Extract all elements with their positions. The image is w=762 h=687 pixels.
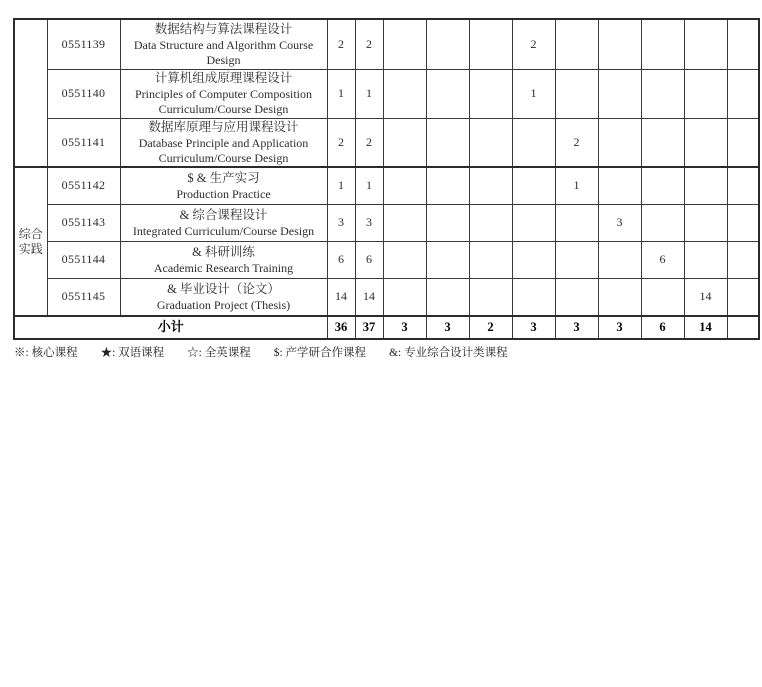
course-title-cn: 数据结构与算法课程设计 (154, 22, 293, 37)
value-cell (641, 69, 684, 118)
value-cell (727, 69, 759, 118)
course-title-en: Principles of Computer Composition Curriculum/Course Design (135, 87, 312, 116)
value-cell (469, 278, 512, 316)
value-cell (641, 278, 684, 316)
value-cell (684, 69, 727, 118)
value-cell (598, 278, 641, 316)
value-cell (469, 204, 512, 241)
value-cell: 2 (355, 19, 383, 69)
subtotal-value-cell: 3 (512, 316, 555, 339)
course-title (120, 278, 327, 316)
course-title (120, 241, 327, 278)
value-cell: 2 (555, 118, 598, 167)
value-cell: 1 (555, 167, 598, 204)
course-title (120, 167, 327, 204)
value-cell (426, 167, 469, 204)
value-cell: 6 (327, 241, 355, 278)
course-code: 0551140 (47, 69, 120, 118)
legend-item-comprehensive-design-course: &: 专业综合设计类课程 (389, 347, 508, 359)
value-cell (512, 278, 555, 316)
value-cell (469, 19, 512, 69)
value-cell (512, 167, 555, 204)
value-cell (469, 118, 512, 167)
subtotal-value-cell: 3 (598, 316, 641, 339)
value-cell (383, 241, 426, 278)
value-cell (727, 204, 759, 241)
course-title (120, 19, 327, 69)
value-cell (383, 19, 426, 69)
value-cell: 1 (355, 69, 383, 118)
value-cell (598, 69, 641, 118)
course-title-cn: 数据库原理与应用课程设计 (148, 120, 299, 135)
legend-item-english-course: ☆: 全英课程 (187, 347, 251, 359)
curriculum-table (13, 18, 760, 340)
value-cell (469, 241, 512, 278)
course-title (120, 118, 327, 167)
course-title-en: Data Structure and Algorithm Course Design (133, 38, 314, 67)
legend-item-bilingual-course: ★: 双语课程 (100, 347, 165, 359)
value-cell: 2 (327, 118, 355, 167)
value-cell (641, 118, 684, 167)
subtotal-label: 小计 (14, 316, 327, 339)
subtotal-value-cell: 36 (327, 316, 355, 339)
legend (14, 344, 754, 360)
course-title-cn: 计算机组成原理课程设计 (154, 71, 293, 86)
course-row (14, 241, 759, 278)
value-cell (555, 241, 598, 278)
course-title-cn: & 综合课程设计 (179, 207, 268, 222)
value-cell (555, 19, 598, 69)
value-cell (641, 167, 684, 204)
value-cell (598, 118, 641, 167)
value-cell (383, 204, 426, 241)
value-cell (512, 118, 555, 167)
value-cell: 2 (327, 19, 355, 69)
value-cell (684, 241, 727, 278)
value-cell (555, 69, 598, 118)
course-title (120, 69, 327, 118)
subtotal-value-cell: 3 (555, 316, 598, 339)
value-cell: 2 (355, 118, 383, 167)
value-cell: 1 (355, 167, 383, 204)
course-row (14, 167, 759, 204)
value-cell (426, 204, 469, 241)
course-row (14, 278, 759, 316)
group-label-cell (14, 19, 47, 167)
course-code: 0551141 (47, 118, 120, 167)
value-cell: 6 (355, 241, 383, 278)
value-cell (555, 204, 598, 241)
course-code: 0551144 (47, 241, 120, 278)
value-cell (684, 118, 727, 167)
value-cell (598, 167, 641, 204)
subtotal-value-cell: 6 (641, 316, 684, 339)
value-cell (512, 204, 555, 241)
value-cell: 3 (598, 204, 641, 241)
value-cell: 1 (327, 69, 355, 118)
course-title-cn: & 科研训练 (192, 244, 255, 259)
value-cell: 3 (327, 204, 355, 241)
course-row (14, 118, 759, 167)
value-cell (512, 241, 555, 278)
value-cell (426, 19, 469, 69)
course-code: 0551142 (47, 167, 120, 204)
subtotal-value-cell: 37 (355, 316, 383, 339)
subtotal-value-cell (727, 316, 759, 339)
course-title (120, 204, 327, 241)
value-cell (598, 241, 641, 278)
course-code: 0551143 (47, 204, 120, 241)
value-cell (684, 19, 727, 69)
subtotal-value-cell: 2 (469, 316, 512, 339)
value-cell: 14 (355, 278, 383, 316)
value-cell (727, 278, 759, 316)
value-cell (383, 278, 426, 316)
course-title-cn: $ & 生产实习 (187, 171, 260, 185)
value-cell: 14 (684, 278, 727, 316)
value-cell (426, 69, 469, 118)
value-cell: 1 (327, 167, 355, 204)
course-row (14, 19, 759, 69)
value-cell: 3 (355, 204, 383, 241)
value-cell (727, 241, 759, 278)
group-label-cell: 综合实践 (14, 167, 47, 316)
course-title-en: Database Principle and Application Curriculum/Course Design (138, 136, 309, 165)
value-cell: 6 (641, 241, 684, 278)
value-cell (641, 204, 684, 241)
value-cell: 1 (512, 69, 555, 118)
course-title-cn: & 毕业设计（论文） (167, 282, 280, 296)
value-cell (684, 167, 727, 204)
value-cell (426, 278, 469, 316)
value-cell (426, 241, 469, 278)
value-cell: 2 (512, 19, 555, 69)
course-code: 0551139 (47, 19, 120, 69)
legend-item-industry-cooperation-course: $: 产学研合作课程 (273, 347, 367, 359)
value-cell (383, 69, 426, 118)
value-cell (598, 19, 641, 69)
subtotal-value-cell: 3 (383, 316, 426, 339)
course-title-en: Integrated Curriculum/Course Design (132, 223, 315, 238)
value-cell (555, 278, 598, 316)
value-cell (727, 19, 759, 69)
course-title-en: Academic Research Training (153, 260, 294, 275)
course-row (14, 204, 759, 241)
value-cell: 14 (327, 278, 355, 316)
value-cell (469, 167, 512, 204)
subtotal-row (14, 316, 759, 339)
course-row (14, 69, 759, 118)
course-title-en: Graduation Project (Thesis) (156, 297, 291, 312)
value-cell (383, 118, 426, 167)
value-cell (426, 118, 469, 167)
subtotal-value-cell: 3 (426, 316, 469, 339)
course-code: 0551145 (47, 278, 120, 316)
value-cell (727, 118, 759, 167)
course-title-en: Production Practice (176, 186, 271, 201)
value-cell (469, 69, 512, 118)
value-cell (641, 19, 684, 69)
value-cell (727, 167, 759, 204)
subtotal-value-cell: 14 (684, 316, 727, 339)
value-cell (383, 167, 426, 204)
value-cell (684, 204, 727, 241)
legend-item-core-course: ※: 核心课程 (14, 347, 78, 359)
